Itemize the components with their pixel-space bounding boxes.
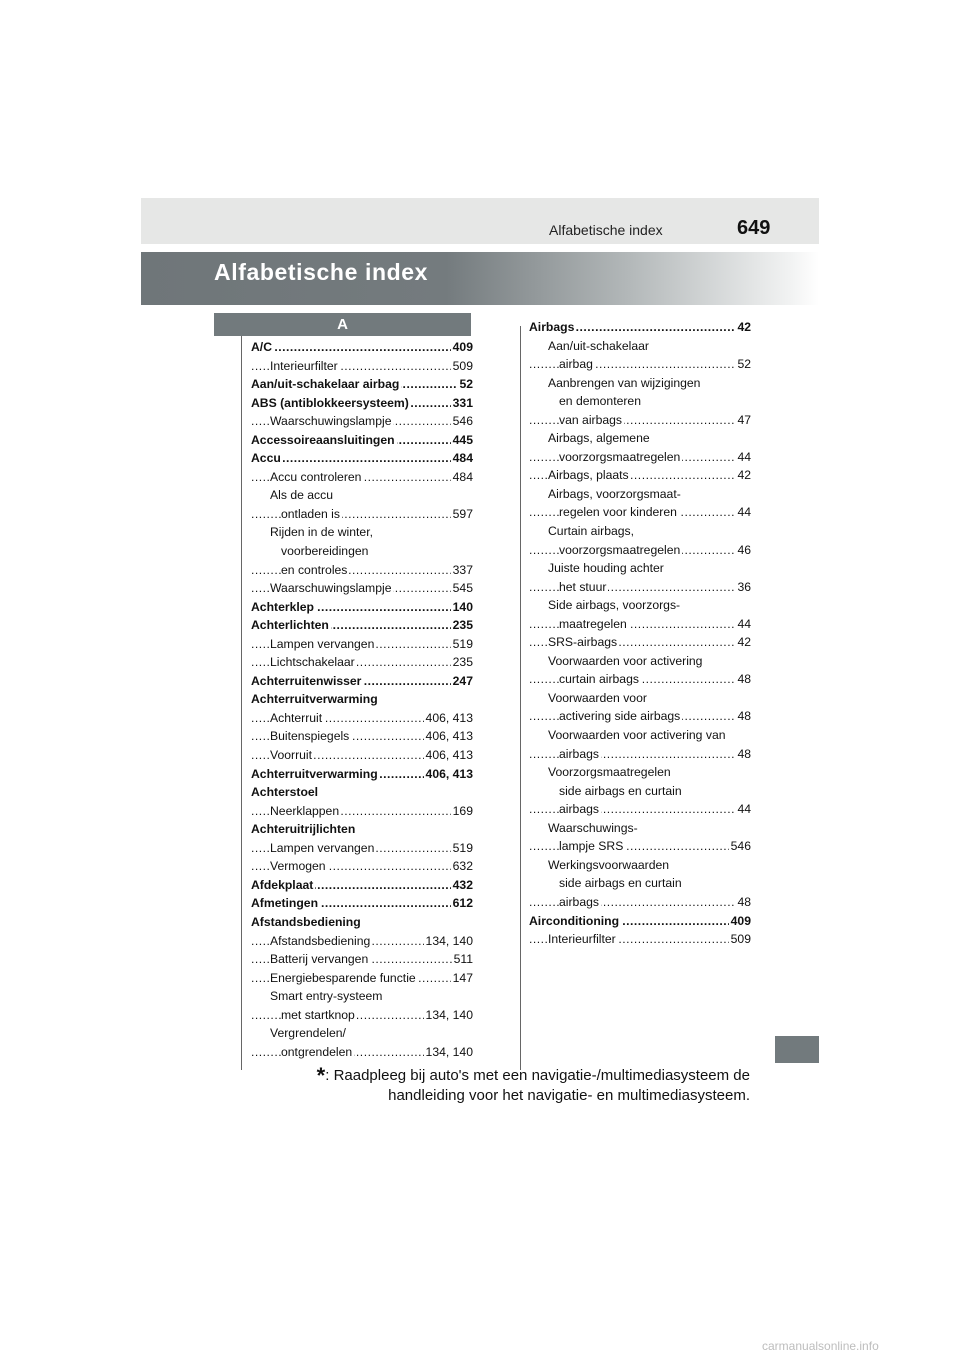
index-entry-term: Airbags, algemene xyxy=(548,431,650,446)
index-entry-term: Als de accu xyxy=(270,488,334,503)
index-entry-term: Curtain airbags, xyxy=(548,524,635,539)
index-entry xyxy=(251,616,473,635)
index-entry-term: Voorwaarden voor activering xyxy=(548,653,703,668)
index-entry-term: Afstandsbediening xyxy=(251,914,361,929)
index-entry-term: Achterruitverwarming xyxy=(251,692,378,707)
index-entry-page: 44 xyxy=(735,503,751,522)
index-entry-page: 337 xyxy=(451,561,473,580)
index-entry-page: 52 xyxy=(735,355,751,374)
index-entry xyxy=(251,950,473,969)
index-entry-term: Airconditioning xyxy=(529,913,620,928)
index-entry xyxy=(251,783,473,802)
index-entry xyxy=(529,707,751,726)
index-entry-term: Juiste houding achter xyxy=(548,561,664,576)
index-entry-page: 409 xyxy=(451,338,473,357)
index-entry-term: ontladen is xyxy=(281,506,340,521)
index-entry xyxy=(529,541,751,560)
index-entry-term: Vermogen xyxy=(270,859,326,874)
index-entry-page: 511 xyxy=(452,950,473,969)
index-entry xyxy=(529,745,751,764)
index-entry-term: Achterruit xyxy=(270,710,323,725)
column-divider-left xyxy=(241,336,242,1070)
index-entry-term: Voorwaarden voor xyxy=(548,690,647,705)
index-entry-page: 46 xyxy=(735,541,751,560)
index-entry-term: voorzorgsmaatregelen xyxy=(559,449,681,464)
index-entry-term: Aan/uit-schakelaar xyxy=(548,338,649,353)
index-entry-term: en demonteren xyxy=(559,394,641,409)
index-entry-term: Aan/uit-schakelaar airbag xyxy=(251,377,400,392)
footnote-marker: * xyxy=(316,1063,326,1088)
index-entry xyxy=(251,375,473,394)
index-entry-term: Achterruitverwarming xyxy=(251,766,378,781)
index-entry-page: 48 xyxy=(735,893,751,912)
index-entry-term: ABS (antiblokkeersysteem) xyxy=(251,395,409,410)
index-entry-term: Smart entry-systeem xyxy=(270,989,383,1004)
index-entry-term: voorzorgsmaatregelen xyxy=(559,542,681,557)
index-entry-term: Voorruit xyxy=(270,748,313,763)
index-entry xyxy=(251,449,473,468)
index-entry-page: 52 xyxy=(457,375,473,394)
index-entry-term: Neerklappen xyxy=(270,803,340,818)
index-entry-term: airbags xyxy=(559,802,599,817)
index-column-1 xyxy=(251,338,473,1061)
index-entry-term: side airbags en curtain xyxy=(559,876,682,891)
index-entry-term: Waarschuwingslampje xyxy=(270,581,392,596)
index-entry-term: Side airbags, voorzorgs- xyxy=(548,598,681,613)
index-entry-page: 44 xyxy=(735,448,751,467)
index-entry xyxy=(529,503,751,522)
index-entry xyxy=(529,337,751,356)
index-entry-term: van airbags xyxy=(559,412,623,427)
index-entry xyxy=(251,635,473,654)
index-entry-page: 445 xyxy=(451,431,473,450)
index-entry-page: 632 xyxy=(451,857,473,876)
index-entry-page: 48 xyxy=(735,670,751,689)
index-entry-page: 134, 140 xyxy=(424,1006,473,1025)
index-entry xyxy=(529,374,751,393)
index-entry-page: 509 xyxy=(451,357,473,376)
index-entry-page: 134, 140 xyxy=(424,1043,473,1062)
index-entry-term: airbags xyxy=(559,746,599,761)
index-entry xyxy=(251,857,473,876)
index-entry xyxy=(529,392,751,411)
index-entry xyxy=(251,468,473,487)
index-entry xyxy=(251,505,473,524)
index-entry-term: SRS-airbags xyxy=(548,635,618,650)
index-entry xyxy=(251,820,473,839)
index-entry xyxy=(251,579,473,598)
index-entry xyxy=(529,670,751,689)
index-entry-page: 42 xyxy=(735,466,751,485)
index-entry xyxy=(251,357,473,376)
index-entry-page: 546 xyxy=(729,837,751,856)
index-entry-page: 235 xyxy=(451,653,473,672)
index-entry xyxy=(529,726,751,745)
watermark: carmanualsonline.info xyxy=(762,1339,879,1353)
index-entry-page: 36 xyxy=(735,578,751,597)
index-entry xyxy=(529,596,751,615)
index-entry xyxy=(251,431,473,450)
index-entry xyxy=(251,894,473,913)
index-entry xyxy=(529,633,751,652)
index-entry-page: 44 xyxy=(735,615,751,634)
index-entry-page: 42 xyxy=(735,318,751,337)
index-entry xyxy=(251,802,473,821)
index-entry-page: 484 xyxy=(451,449,473,468)
index-entry xyxy=(529,893,751,912)
index-entry-term: Interieurfilter xyxy=(270,358,338,373)
index-entry xyxy=(251,690,473,709)
index-entry-term: curtain airbags xyxy=(559,672,639,687)
index-entry-page: 169 xyxy=(451,802,473,821)
index-entry-page: 509 xyxy=(729,930,751,949)
index-entry-term: Lampen vervangen xyxy=(270,636,375,651)
index-entry-term: het stuur xyxy=(559,579,607,594)
index-entry xyxy=(529,615,751,634)
index-entry xyxy=(529,355,751,374)
index-entry-page: 48 xyxy=(735,745,751,764)
index-entry xyxy=(251,561,473,580)
index-entry xyxy=(251,486,473,505)
index-entry xyxy=(529,874,751,893)
index-entry-page: 140 xyxy=(451,598,473,617)
index-entry xyxy=(251,839,473,858)
index-entry-term: Waarschuwingslampje xyxy=(270,414,392,429)
index-entry-page: 406, 413 xyxy=(424,746,473,765)
index-entry-page: 432 xyxy=(451,876,473,895)
index-entry xyxy=(251,1024,473,1043)
index-entry xyxy=(251,394,473,413)
index-entry-term: Accu controleren xyxy=(270,469,362,484)
index-entry-term: Airbags, plaats xyxy=(548,468,629,483)
index-entry xyxy=(251,338,473,357)
index-entry-term: Waarschuwings- xyxy=(548,820,638,835)
page-number: 649 xyxy=(737,217,771,239)
index-entry xyxy=(529,652,751,671)
index-entry-page: 406, 413 xyxy=(424,765,473,784)
index-entry xyxy=(529,522,751,541)
index-entry xyxy=(529,782,751,801)
index-entry xyxy=(251,932,473,951)
index-entry xyxy=(251,412,473,431)
index-entry-page: 545 xyxy=(451,579,473,598)
index-entry-page: 546 xyxy=(451,412,473,431)
index-entry-term: activering side airbags xyxy=(559,709,681,724)
index-entry xyxy=(251,1043,473,1062)
index-entry-term: Achteruitrijlichten xyxy=(251,822,356,837)
column-divider-right xyxy=(520,326,521,1070)
index-entry xyxy=(529,912,751,931)
index-entry xyxy=(529,837,751,856)
index-entry xyxy=(251,746,473,765)
index-entry xyxy=(529,578,751,597)
index-column-2 xyxy=(529,318,751,949)
index-entry-page: 519 xyxy=(451,635,473,654)
index-entry xyxy=(529,485,751,504)
index-entry-term: Energiebesparende functie xyxy=(270,970,416,985)
index-entry-term: Accessoireaansluitingen xyxy=(251,432,395,447)
index-entry xyxy=(529,411,751,430)
index-entry-page: 331 xyxy=(451,394,473,413)
index-entry-term: Werkingsvoorwaarden xyxy=(548,857,670,872)
index-entry-term: met startknop xyxy=(281,1007,355,1022)
index-entry xyxy=(529,856,751,875)
section-letter-header: A xyxy=(214,313,471,336)
index-entry-page: 235 xyxy=(451,616,473,635)
footnote-line-1: : Raadpleeg bij auto's met een navigatie-/multimediasysteem de xyxy=(325,1067,750,1084)
chapter-tab-marker xyxy=(775,1036,819,1063)
index-entry-page: 484 xyxy=(451,468,473,487)
index-entry-term: side airbags en curtain xyxy=(559,783,682,798)
index-entry-term: Achterlichten xyxy=(251,618,329,633)
index-entry-term: Rijden in de winter, xyxy=(270,525,373,540)
index-entry-page: 406, 413 xyxy=(424,709,473,728)
index-entry-term: Airbags xyxy=(529,320,575,334)
index-entry xyxy=(251,653,473,672)
index-entry xyxy=(251,523,473,542)
page-title: Alfabetische index xyxy=(214,259,429,285)
index-entry-page: 147 xyxy=(451,969,473,988)
index-entry-page: 247 xyxy=(451,672,473,691)
footnote-line-2: handleiding voor het navigatie- en multimediasysteem. xyxy=(388,1087,750,1104)
footnote xyxy=(300,1063,750,1106)
index-entry xyxy=(251,709,473,728)
running-header-title: Alfabetische index xyxy=(549,222,663,238)
index-entry-term: ontgrendelen xyxy=(281,1044,353,1059)
index-entry-page: 48 xyxy=(735,707,751,726)
index-entry-term: Airbags, voorzorgsmaat- xyxy=(548,486,681,501)
index-entry-term: maatregelen xyxy=(559,616,627,631)
index-entry-page: 42 xyxy=(735,633,751,652)
header-band xyxy=(141,198,819,244)
index-entry-term: Achterruitenwisser xyxy=(251,673,362,688)
index-entry-term: Voorzorgsmaatregelen xyxy=(548,765,671,780)
index-entry-term: Accu xyxy=(251,451,281,466)
index-entry xyxy=(529,318,751,337)
index-entry xyxy=(251,765,473,784)
index-entry xyxy=(529,930,751,949)
index-entry-term: Afdekplaat xyxy=(251,877,314,892)
index-entry xyxy=(529,689,751,708)
index-entry xyxy=(529,800,751,819)
index-entry-term: A/C xyxy=(251,340,272,354)
index-entry-term: Achterstoel xyxy=(251,785,319,800)
index-entry xyxy=(251,987,473,1006)
index-entry-term: Afmetingen xyxy=(251,896,319,911)
index-entry xyxy=(251,672,473,691)
index-entry-term: Batterij vervangen xyxy=(270,952,369,967)
index-entry xyxy=(529,819,751,838)
index-entry-page: 519 xyxy=(451,839,473,858)
index-entry-term: regelen voor kinderen xyxy=(559,505,677,520)
index-entry-page: 612 xyxy=(451,894,473,913)
index-entry xyxy=(251,913,473,932)
index-entry-page: 134, 140 xyxy=(424,932,473,951)
index-entry-term: Achterklep xyxy=(251,599,314,614)
index-entry xyxy=(251,727,473,746)
index-entry-page: 47 xyxy=(735,411,751,430)
index-entry-page: 597 xyxy=(451,505,473,524)
index-entry-page: 409 xyxy=(729,912,751,931)
index-entry-page: 44 xyxy=(735,800,751,819)
index-entry-term: Afstandsbediening xyxy=(270,933,371,948)
index-entry xyxy=(529,763,751,782)
index-entry xyxy=(251,542,473,561)
index-entry-term: Buitenspiegels xyxy=(270,729,350,744)
index-entry xyxy=(251,876,473,895)
index-entry-term: en controles xyxy=(281,562,348,577)
index-entry-term: Lampen vervangen xyxy=(270,840,375,855)
index-entry-term: airbag xyxy=(559,357,593,372)
index-entry-term: voorbereidingen xyxy=(281,544,369,559)
index-entry xyxy=(529,559,751,578)
index-entry-term: Aanbrengen van wijzigingen xyxy=(548,375,701,390)
index-entry xyxy=(251,1006,473,1025)
index-entry-page: 406, 413 xyxy=(424,727,473,746)
index-entry-term: Voorwaarden voor activering van xyxy=(548,728,726,743)
index-entry xyxy=(251,598,473,617)
index-entry-term: Interieurfilter xyxy=(548,932,616,947)
index-entry-term: Lichtschakelaar xyxy=(270,655,355,670)
index-entry-term: airbags xyxy=(559,894,599,909)
index-entry-term: lampje SRS xyxy=(559,839,624,854)
index-entry xyxy=(529,448,751,467)
index-entry xyxy=(529,466,751,485)
index-entry xyxy=(251,969,473,988)
index-entry xyxy=(529,429,751,448)
index-entry-term: Vergrendelen/ xyxy=(270,1026,346,1041)
